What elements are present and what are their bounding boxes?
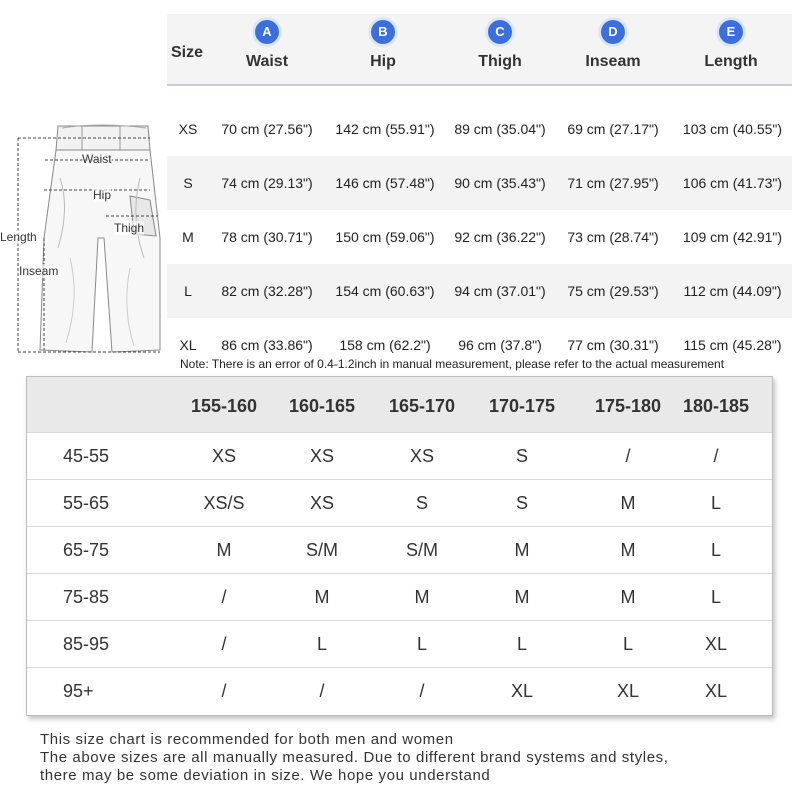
size-cell: / (625, 446, 631, 466)
size-label: XS (178, 121, 198, 137)
column-label-hip: Hip (370, 53, 396, 70)
size-cell: / (419, 681, 425, 701)
length-value: 109 cm (42.91") (682, 229, 783, 245)
thigh-value: 96 cm (37.8") (458, 337, 542, 353)
size-cell: XS (309, 493, 334, 513)
column-hip (343, 14, 423, 71)
size-cell: / (713, 446, 719, 466)
footer-notes (40, 731, 669, 785)
weight-row (27, 620, 772, 667)
measurement-table (167, 14, 792, 372)
size-cell: M (216, 540, 232, 560)
waist-value: 78 cm (30.71") (221, 229, 313, 245)
weight-label: 55-65 (63, 493, 110, 513)
size-cell: XL (704, 634, 728, 654)
badge-b: B (371, 20, 395, 44)
waist-value: 86 cm (33.86") (221, 337, 313, 353)
size-cell: / (221, 587, 227, 607)
column-label-length: Length (704, 53, 758, 70)
measurement-note: Note: There is an error of 0.4-1.2inch in manual measurement, please refer to the actual measurement (180, 357, 725, 371)
size-label: L (184, 283, 192, 299)
size-cell: XS (409, 446, 434, 466)
weight-label: 75-85 (63, 587, 110, 607)
weight-label: 85-95 (63, 634, 110, 654)
size-cell: / (221, 681, 227, 701)
size-cell: M (514, 587, 530, 607)
length-value: 115 cm (45.28") (683, 337, 782, 353)
size-cell: XL (704, 681, 728, 701)
weight-label: 65-75 (63, 540, 110, 560)
length-value: 112 cm (44.09") (683, 283, 782, 299)
column-label-waist: Waist (245, 53, 289, 70)
hip-value: 150 cm (59.06") (335, 229, 435, 245)
sketch-label-hip: Hip (93, 188, 112, 202)
hip-value: 142 cm (55.91") (335, 121, 435, 137)
height-header: 160-165 (288, 396, 356, 416)
size-cell: L (710, 540, 721, 560)
footer-line-2: The above sizes are all manually measured. Due to different brand systems and styles, (40, 749, 669, 766)
weight-row (27, 667, 772, 714)
measurement-row-xs (167, 102, 792, 156)
weight-row (27, 573, 772, 620)
column-inseam (573, 14, 653, 71)
measurement-row-m (167, 210, 792, 264)
size-cell: S/M (305, 540, 338, 560)
size-cell: L (416, 634, 427, 654)
inseam-value: 71 cm (27.95") (567, 175, 659, 191)
size-cell: / (221, 634, 227, 654)
inseam-value: 73 cm (28.74") (567, 229, 659, 245)
size-column-header: Size (171, 44, 204, 61)
footer-line-1: This size chart is recommended for both men and women (40, 731, 454, 748)
size-cell: M (620, 493, 636, 513)
size-label: M (182, 229, 194, 245)
badge-e: E (719, 20, 743, 44)
size-cell: L (710, 493, 721, 513)
size-label: S (183, 175, 193, 191)
waist-value: 74 cm (29.13") (221, 175, 313, 191)
size-cell: L (622, 634, 633, 654)
inseam-value: 77 cm (30.31") (567, 337, 659, 353)
badge-c: C (488, 20, 512, 44)
size-cell: L (710, 587, 721, 607)
hip-value: 146 cm (57.48") (335, 175, 435, 191)
thigh-value: 94 cm (37.01") (454, 283, 546, 299)
measurement-table-header (167, 14, 792, 86)
size-cell: L (516, 634, 527, 654)
length-value: 106 cm (41.73") (682, 175, 783, 191)
size-cell: / (319, 681, 325, 701)
size-cell: S/M (405, 540, 438, 560)
size-cell: M (620, 540, 636, 560)
height-header-row (27, 377, 772, 432)
height-header: 175-180 (594, 396, 662, 416)
pants-sketch (0, 118, 170, 358)
size-cell: XL (616, 681, 640, 701)
column-label-inseam: Inseam (585, 53, 641, 70)
size-cell: M (314, 587, 330, 607)
height-header: 170-175 (488, 396, 556, 416)
height-header: 180-185 (682, 396, 750, 416)
height-header: 155-160 (190, 396, 258, 416)
size-cell: L (316, 634, 327, 654)
height-header: 165-170 (388, 396, 456, 416)
size-cell: XL (510, 681, 534, 701)
size-cell: S (515, 493, 528, 513)
sketch-label-waist: Waist (82, 152, 112, 166)
size-cell: S (415, 493, 428, 513)
weight-row (27, 432, 772, 479)
thigh-value: 89 cm (35.04") (454, 121, 546, 137)
weight-label: 45-55 (63, 446, 110, 466)
column-length (691, 14, 771, 71)
length-value: 103 cm (40.55") (682, 121, 783, 137)
column-waist (227, 14, 307, 71)
weight-row (27, 526, 772, 573)
sketch-label-length: Length (0, 230, 37, 244)
waist-value: 70 cm (27.56") (221, 121, 313, 137)
size-label: XL (179, 337, 197, 353)
weight-row (27, 479, 772, 526)
badge-d: D (601, 20, 625, 44)
size-cell: M (514, 540, 530, 560)
thigh-value: 90 cm (35.43") (454, 175, 546, 191)
size-cell: XS (211, 446, 236, 466)
size-cell: M (620, 587, 636, 607)
size-cell: S (515, 446, 528, 466)
size-cell: XS (309, 446, 334, 466)
size-cell: XS/S (203, 493, 245, 513)
inseam-value: 75 cm (29.53") (567, 283, 659, 299)
sketch-label-thigh: Thigh (114, 221, 145, 235)
waist-value: 82 cm (32.28") (221, 283, 313, 299)
inseam-value: 69 cm (27.17") (567, 121, 659, 137)
size-recommendation-table (26, 376, 773, 716)
measurement-row-s (167, 156, 792, 210)
sketch-label-inseam: Inseam (19, 264, 59, 278)
hip-value: 154 cm (60.63") (335, 283, 435, 299)
size-cell: M (414, 587, 430, 607)
hip-value: 158 cm (62.2") (339, 337, 431, 353)
badge-a: A (255, 20, 279, 44)
column-thigh (460, 14, 540, 71)
weight-label: 95+ (63, 681, 94, 701)
column-label-thigh: Thigh (478, 53, 522, 70)
footer-line-3: there may be some deviation in size. We hope you understand (40, 767, 491, 784)
thigh-value: 92 cm (36.22") (454, 229, 546, 245)
measurement-row-l (167, 264, 792, 318)
